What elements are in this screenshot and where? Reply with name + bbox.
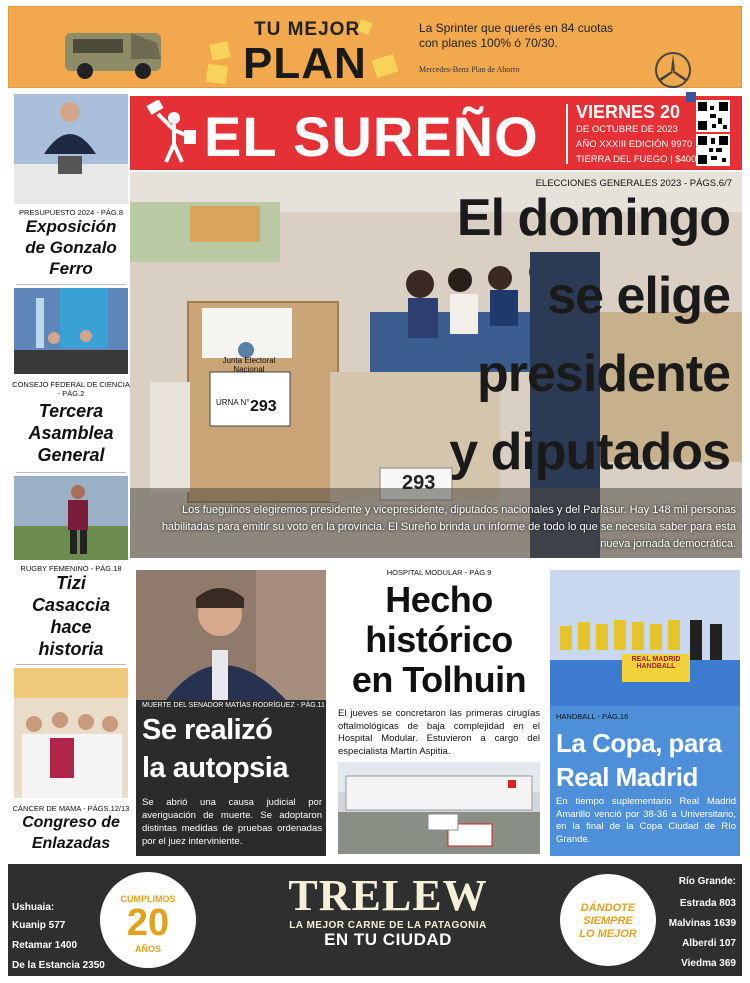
madrid-headline-1[interactable]: La Copa, para [556, 728, 722, 758]
mercedes-star-icon [654, 51, 692, 89]
address-line: Malvinas 1639 [668, 918, 736, 929]
slogan-line: LO MEJOR [579, 928, 637, 940]
masthead [130, 96, 742, 170]
tolhuin-body: El jueves se concretaron las primeras cirugías oftalmológicas de baja complejidad en el Hospital Modular. Estuvieron a cargo del especialista Martín Aspitia. [338, 708, 540, 757]
story-tolhuin[interactable] [334, 566, 544, 856]
ad-brand-name: TRELEW [288, 871, 488, 920]
badge-number: 20 [126, 902, 170, 944]
main-headline-line-3[interactable]: presidente [477, 345, 730, 403]
autopsia-headline-2[interactable]: la autopsia [142, 752, 288, 784]
tolhuin-kicker: HOSPITAL MODULAR - PÁG.9 [386, 568, 492, 577]
address-line: Alberdi 107 [682, 938, 736, 949]
gift-box-icon [372, 54, 398, 78]
issue-day: VIERNES 20 [576, 102, 681, 122]
divider [16, 472, 126, 473]
madrid-body: En tiempo suplementario Real Madrid Amarillo venció por 38-36 a Universitario, en la final de la Copa Ciudad de Río Grande. [556, 796, 736, 845]
ballot-box-number: 293 [250, 398, 277, 415]
gift-box-icon [210, 41, 231, 60]
story-autopsia[interactable] [136, 570, 326, 856]
headline-line: Congreso de [22, 814, 120, 831]
issue-location-price: TIERRA DEL FUEGO | $400 [576, 154, 697, 165]
assembly-photo[interactable] [14, 288, 128, 374]
address-line: De la Estancia 2350 [12, 960, 105, 971]
main-headline-line-2[interactable]: se elige [547, 267, 730, 325]
main-headline-line-1[interactable]: El domingo [456, 189, 730, 247]
headline-line: hace [50, 617, 92, 637]
qr-code-icon[interactable] [696, 134, 730, 166]
gift-box-icon [206, 64, 228, 85]
newspaper-logo[interactable]: EL SUREÑO [204, 105, 539, 168]
address-line: Kuanip 577 [12, 920, 66, 931]
left-headline-ferro[interactable] [12, 216, 130, 279]
ad-tagline: LA MEJOR CARNE DE LA PATAGONIA [289, 920, 487, 931]
team-banner: REAL MADRID HANDBALL [631, 656, 681, 670]
ballot-box-number-2: 293 [402, 472, 436, 494]
divider [16, 664, 126, 665]
autopsia-headline-1[interactable]: Se realizó [142, 714, 273, 746]
headline-line: Enlazadas [31, 835, 111, 852]
qr-code-icon[interactable] [696, 100, 730, 132]
mascot-figure-icon [140, 100, 200, 166]
badge-bottom-text: AÑOS [134, 944, 161, 954]
ad-copy [419, 21, 619, 51]
ad-tagline-2: EN TU CIUDAD [324, 930, 452, 949]
left-kicker: PRESUPUESTO 2024 - PÁG.8 [18, 208, 124, 217]
madrid-kicker: HANDBALL - PÁG.16 [556, 712, 629, 721]
main-headline-line-4[interactable]: y diputados [449, 423, 730, 481]
van-image [61, 19, 169, 83]
main-story[interactable] [130, 172, 742, 558]
ad-copy-line: con planes 100% ó 70/30. [419, 36, 558, 50]
facebook-icon[interactable] [686, 92, 696, 102]
headline-line: historia [38, 639, 104, 659]
madrid-headline-2[interactable]: Real Madrid [556, 762, 698, 792]
headline-line: General [37, 445, 105, 465]
autopsia-kicker: MUERTE DEL SENADOR MATÍAS RODRÍGUEZ - PÁG.11 [142, 702, 325, 709]
badge-top-text: CUMPLIMOS [120, 894, 176, 904]
ad-copy-line: La Sprinter que querés en 84 cuotas [419, 21, 614, 35]
handball-team-photo [550, 570, 740, 706]
headline-line: Ferro [49, 259, 93, 278]
headline-line: Casaccia [31, 595, 111, 615]
autopsia-body: Se abrió una causa judicial por averiguación de muerte. Se adoptaron distintas medidas de pruebas ordenadas por el juez interviniente. [142, 797, 322, 847]
left-headline-asamblea[interactable] [12, 400, 130, 466]
masthead-divider [566, 104, 568, 164]
ballot-sheet-label: Junta Electoral Nacional [222, 356, 276, 374]
slogan-text [560, 902, 656, 941]
address-city: Río Grande: [678, 876, 736, 887]
address-city: Ushuaia: [12, 902, 55, 913]
issue-date: DE OCTUBRE DE 2023 [576, 124, 678, 135]
story-real-madrid[interactable] [550, 570, 740, 856]
left-headline-casaccia[interactable] [12, 572, 130, 660]
issue-edition: AÑO XXXIII EDICIÓN 9970 [576, 139, 693, 150]
ad-headline-1: TU MEJOR [254, 19, 361, 40]
headline-line: Asamblea [28, 423, 114, 443]
left-kicker: CONSEJO FEDERAL DE CIENCIA - PÁG.2 [12, 380, 130, 398]
senator-photo [136, 570, 326, 700]
hospital-photo [338, 762, 540, 854]
ad-headline-2: PLAN [243, 39, 367, 88]
slogan-line: SIEMPRE [583, 915, 633, 927]
tolhuin-headline-3[interactable]: en Tolhuin [351, 659, 527, 700]
headline-line: de Gonzalo [25, 238, 117, 257]
slogan-line: DÁNDOTE [580, 902, 636, 914]
slogan-badge [560, 874, 656, 966]
ballot-box-label: URNA N° [216, 398, 250, 407]
left-column [12, 94, 128, 864]
left-kicker: RUGBY FEMENINO - PÁG.18 [20, 564, 122, 573]
left-headline-enlazadas[interactable] [12, 812, 130, 854]
divider [16, 284, 126, 285]
speaker-photo[interactable] [14, 94, 128, 204]
main-deck: Los fueguinos elegiremos presidente y vicepresidente, diputados nacionales y del Parlasur. Hay 148 mil personas habilitadas para emitir su voto en la provincia. El Sureño brinda un informe de todo lo que se necesita saber para esta nueva jornada democrática. [161, 504, 736, 550]
ad-brand: Mercedes-Benz Plan de Ahorro [419, 65, 520, 74]
headline-line: Exposición [25, 217, 117, 236]
anniversary-badge [100, 872, 196, 968]
headline-line: Tizi [56, 573, 86, 593]
address-line: Estrada 803 [679, 898, 736, 909]
address-line: Retamar 1400 [12, 940, 78, 951]
tolhuin-headline-2[interactable]: histórico [365, 619, 513, 660]
main-kicker: ELECCIONES GENERALES 2023 - PÁGS.6/7 [535, 178, 732, 189]
headline-line: Tercera [38, 401, 104, 421]
top-advertisement[interactable] [8, 6, 742, 88]
left-kicker: CÁNCER DE MAMA - PÁGS.12/13 [12, 804, 130, 813]
bottom-advertisement[interactable] [8, 864, 742, 976]
rugby-player-photo[interactable] [14, 476, 128, 560]
women-group-photo[interactable] [14, 668, 128, 798]
address-line: Viedma 369 [681, 958, 736, 969]
tolhuin-headline-1[interactable]: Hecho [385, 579, 493, 620]
